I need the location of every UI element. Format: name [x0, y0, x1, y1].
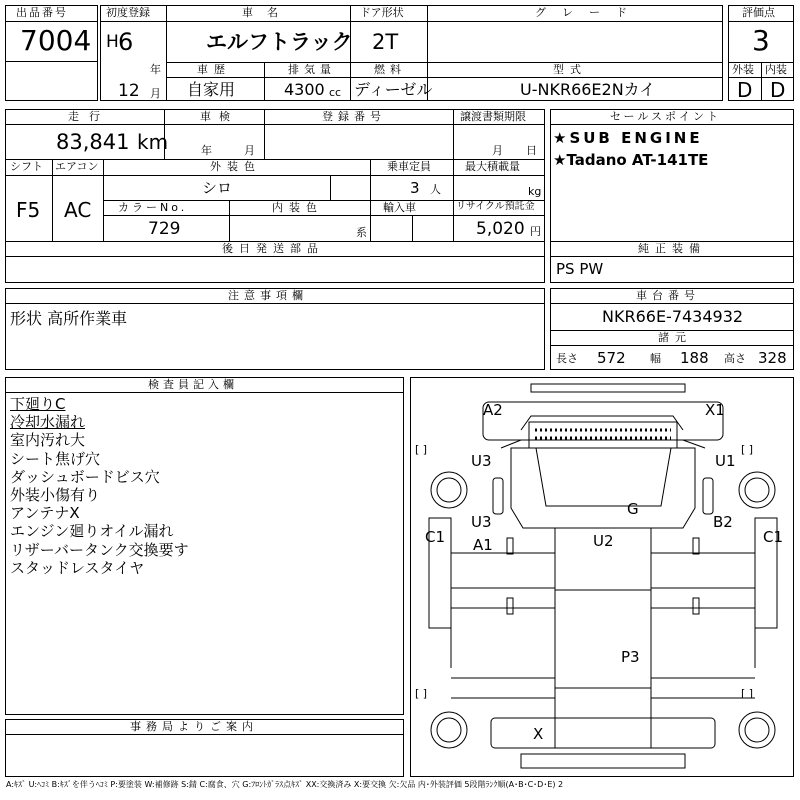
reg-year: 6: [118, 28, 134, 56]
mark-u3-top: U3: [471, 452, 492, 470]
recycle-fee-label: リサイクル預託金: [456, 201, 535, 212]
reg-month-unit: 月: [150, 87, 161, 100]
mark-g: G: [627, 500, 639, 518]
capacity-label: 乗車定員: [387, 160, 431, 173]
inspector-line: ダッシュボードビス穴: [10, 467, 160, 486]
inspector-line: 外装小傷有り: [10, 486, 101, 505]
max-load-unit: kg: [528, 185, 542, 198]
mark-u2: U2: [593, 532, 614, 550]
mark-c1-right: C1: [763, 528, 784, 546]
chassis-label: 車台番号: [636, 289, 700, 302]
registration-number-label: 登録番号: [322, 110, 386, 123]
mark-a2: A2: [483, 401, 503, 419]
interior-label: 内装: [765, 63, 787, 76]
length-label: 長さ: [556, 352, 578, 365]
lot-number-label: 出品番号: [16, 6, 68, 19]
inspector-line: 下廻りC: [10, 395, 66, 413]
capacity-unit: 人: [430, 183, 441, 196]
inspector-line: リザーバータンク交換要す: [10, 540, 189, 559]
height: 328: [758, 349, 787, 367]
mileage-label: 走行: [68, 110, 110, 123]
inspector-line: アンテナX: [10, 504, 80, 523]
door-type: 2T: [372, 30, 399, 54]
color-number: 729: [148, 219, 181, 239]
inspection-year-unit: 年: [201, 144, 212, 157]
door-label: ドア形状: [360, 6, 404, 19]
mark-b2: B2: [713, 513, 733, 531]
interior-grade: D: [770, 78, 786, 102]
exterior-label: 外装: [732, 63, 754, 76]
office-label: 事務局よりご案内: [130, 720, 258, 733]
caution-label: 注意事項欄: [228, 289, 308, 302]
ac-label: エアコン: [55, 160, 99, 173]
score-label: 評価点: [742, 6, 775, 19]
mileage: 83,841: [56, 130, 130, 154]
inspector-line: シート焦げ穴: [10, 449, 101, 468]
history-label: 車歴: [197, 63, 231, 76]
chassis-number: NKR66E-7434932: [602, 307, 744, 326]
inspector-line: 冷却水漏れ: [10, 413, 86, 432]
car-name-label: 車名: [242, 6, 292, 19]
bracket-lower-left: [ ]: [415, 687, 428, 700]
recycle-fee-unit: 円: [530, 225, 541, 238]
exterior-grade: D: [737, 78, 753, 102]
width-label: 幅: [650, 352, 661, 365]
sales-point-2: ★Tadano AT-141TE: [553, 151, 709, 169]
equipment: PS PW: [556, 260, 604, 278]
mark-a1: A1: [473, 536, 493, 554]
later-parts-label: 後日発送部品: [222, 242, 324, 255]
score: 3: [752, 24, 770, 57]
max-load-label: 最大積載量: [465, 160, 520, 173]
legend-text: A:ｷｽﾞ U:ﾍｺﾐ B:ｷｽﾞを伴うﾍｺﾐ P:要塗装 W:補修跡 S:錆 C:腐食、穴 G:ﾌﾛﾝﾄｶﾞﾗｽ点ｷｽﾞ XX:交換済み X:要交換 欠:欠品 内･外装評価 5段階ﾗﾝｸ順(A･B･C･D･E) 2: [6, 780, 564, 789]
fuel: ディーゼル: [354, 80, 433, 99]
displacement-label: 排気量: [288, 63, 336, 76]
mark-u1: U1: [715, 452, 736, 470]
shift-label: シフト: [10, 160, 43, 173]
inspector-line: スタッドレスタイヤ: [10, 558, 145, 577]
length: 572: [597, 349, 626, 367]
truck-outline: [411, 378, 793, 776]
displacement: 4300: [284, 80, 325, 99]
vehicle-diagram: [410, 377, 794, 777]
model-label: 型式: [553, 63, 587, 76]
equipment-label: 純正装備: [638, 242, 706, 255]
displacement-unit: cc: [329, 86, 342, 99]
grade-label: グレード: [535, 6, 643, 19]
transfer-deadline-label: 譲渡書類期限: [460, 110, 526, 123]
recycle-fee: 5,020: [476, 219, 525, 239]
capacity: 3: [410, 179, 420, 197]
caution-text: 形状 高所作業車: [10, 309, 128, 328]
interior-color-label: 内装色: [272, 201, 323, 214]
exterior-color: シロ: [202, 179, 233, 197]
ac: AC: [64, 198, 92, 222]
reg-month: 12: [118, 81, 140, 101]
mark-x1: X1: [705, 401, 725, 419]
fuel-label: 燃料: [374, 63, 406, 76]
exterior-color-label: 外装色: [210, 160, 261, 173]
inspection-month-unit: 月: [244, 144, 255, 157]
inspector-label: 検査員記入欄: [148, 378, 238, 391]
bracket-lower-right: [ ]: [741, 687, 754, 700]
model: U-NKR66E2Nカイ: [520, 80, 656, 99]
shift: F5: [16, 198, 41, 222]
bracket-upper-left: [ ]: [415, 443, 428, 456]
mileage-unit: km: [137, 130, 169, 154]
height-label: 高さ: [724, 352, 746, 365]
interior-color-unit: 系: [356, 226, 367, 239]
mark-c1-left: C1: [425, 528, 446, 546]
reg-year-unit: 年: [150, 63, 161, 76]
sales-point-label: セールスポイント: [610, 110, 722, 123]
inspection-label: 車検: [200, 110, 238, 123]
history: 自家用: [187, 80, 236, 99]
mark-p3: P3: [621, 648, 640, 666]
sales-point-1: ★SUB ENGINE: [553, 129, 703, 147]
inspector-notes: [10, 395, 189, 577]
inspector-line: エンジン廻りオイル漏れ: [10, 522, 174, 541]
era: H: [106, 32, 119, 52]
mark-u3-mid: U3: [471, 513, 492, 531]
lot-number: 7004: [20, 24, 92, 57]
color-number-label: カラーNo.: [118, 201, 188, 214]
transfer-month-unit: 月: [492, 144, 503, 157]
car-name: エルフトラック: [206, 30, 353, 54]
transfer-day-unit: 日: [526, 144, 537, 157]
width: 188: [680, 349, 709, 367]
bracket-upper-right: [ ]: [741, 443, 754, 456]
specs-label: 諸元: [658, 331, 692, 344]
inspector-line: 室内汚れ大: [10, 431, 86, 450]
import-label: 輸入車: [383, 201, 416, 214]
first-registration-label: 初度登録: [106, 6, 150, 19]
mark-x-bottom: X: [533, 725, 544, 743]
